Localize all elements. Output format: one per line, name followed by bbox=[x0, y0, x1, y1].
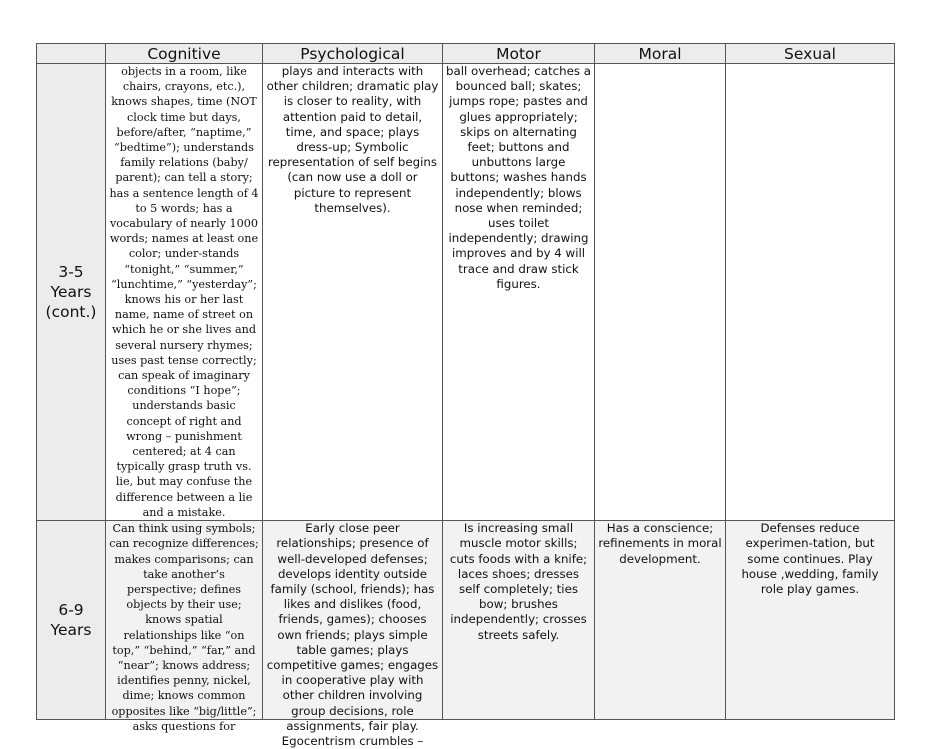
header-row bbox=[37, 44, 895, 64]
age-cell bbox=[37, 521, 106, 720]
age-unit: Years bbox=[50, 283, 92, 302]
motor-cell: Is increasing small muscle motor skills; cuts foods with a knife; laces shoes; dresses self completely; ties bow; brushes independently; crosses streets safely. bbox=[443, 521, 595, 720]
age-range: 6-9 bbox=[58, 601, 84, 620]
sexual-cell bbox=[726, 64, 895, 521]
header-moral: Moral bbox=[595, 44, 726, 64]
header-sexual: Sexual bbox=[726, 44, 895, 64]
header-psychological: Psychological bbox=[263, 44, 443, 64]
cognitive-cell bbox=[106, 521, 263, 733]
development-table bbox=[36, 43, 895, 748]
sexual-cell: Defenses reduce experimen-tation, but some continues. Play house ,wedding, family role play games. bbox=[726, 521, 895, 720]
age-cell bbox=[37, 64, 106, 521]
age-range: 3-5 bbox=[58, 263, 84, 282]
header-age bbox=[37, 44, 106, 64]
moral-cell bbox=[595, 64, 726, 521]
header-cognitive: Cognitive bbox=[106, 44, 263, 64]
psychological-cell bbox=[263, 521, 443, 748]
moral-cell: Has a conscience; refinements in moral development. bbox=[595, 521, 726, 720]
cognitive-cell: objects in a room, like chairs, crayons, etc.), knows shapes, time (NOT clock time but days, before/after, “naptime,” “bedtime”); understands family relations (baby/ parent); can tell a story; has a sentence length of 4 to 5 words; has a vocabulary of nearly 1000 words; names at least one color; under-stands “tonight,” “summer,” “lunchtime,” “yesterday”; knows his or her last name, name of street on which he or she lives and several nursery rhymes; uses past tense correctly; can speak of imaginary conditions “I hope”; understands basic concept of right and wrong – punishment centered; at 4 can typically grasp truth vs. lie, but may confuse the difference between a lie and a mistake. bbox=[106, 64, 263, 521]
motor-cell: ball overhead; catches a bounced ball; skates; jumps rope; pastes and glues appropriately; skips on alternating feet; buttons and unbuttons large buttons; washes hands independently; blows nose when reminded; uses toilet independently; drawing improves and by 4 will trace and draw stick figures. bbox=[443, 64, 595, 521]
psychological-cell: plays and interacts with other children; dramatic play is closer to reality, with attention paid to detail, time, and space; plays dress-up; Symbolic representation of self begins (can now use a doll or picture to represent themselves). bbox=[263, 64, 443, 521]
header-motor: Motor bbox=[443, 44, 595, 64]
age-note: (cont.) bbox=[45, 303, 97, 322]
table-row bbox=[37, 521, 895, 720]
age-unit: Years bbox=[50, 621, 92, 640]
psychological-text: Early close peer relationships; presence of well-developed defenses; develops identity outside family (school, friends); has likes and dislikes (food, friends, games); chooses own friends; plays simple table games; plays competitive games; engages in cooperative play with other children involving group decisions, role assignments, fair play. Egocentrism crumbles – bbox=[266, 521, 439, 748]
cognitive-text: Can think using symbols; can recognize differences; makes comparisons; can take another’s perspective; defines objects by their use; knows spatial relationships like “on top,” “behind,” “far,” and “near”; knows address; identifies penny, nickel, dime; knows common opposites like “big/little”; asks questions for bbox=[109, 522, 259, 733]
table-row bbox=[37, 64, 895, 521]
